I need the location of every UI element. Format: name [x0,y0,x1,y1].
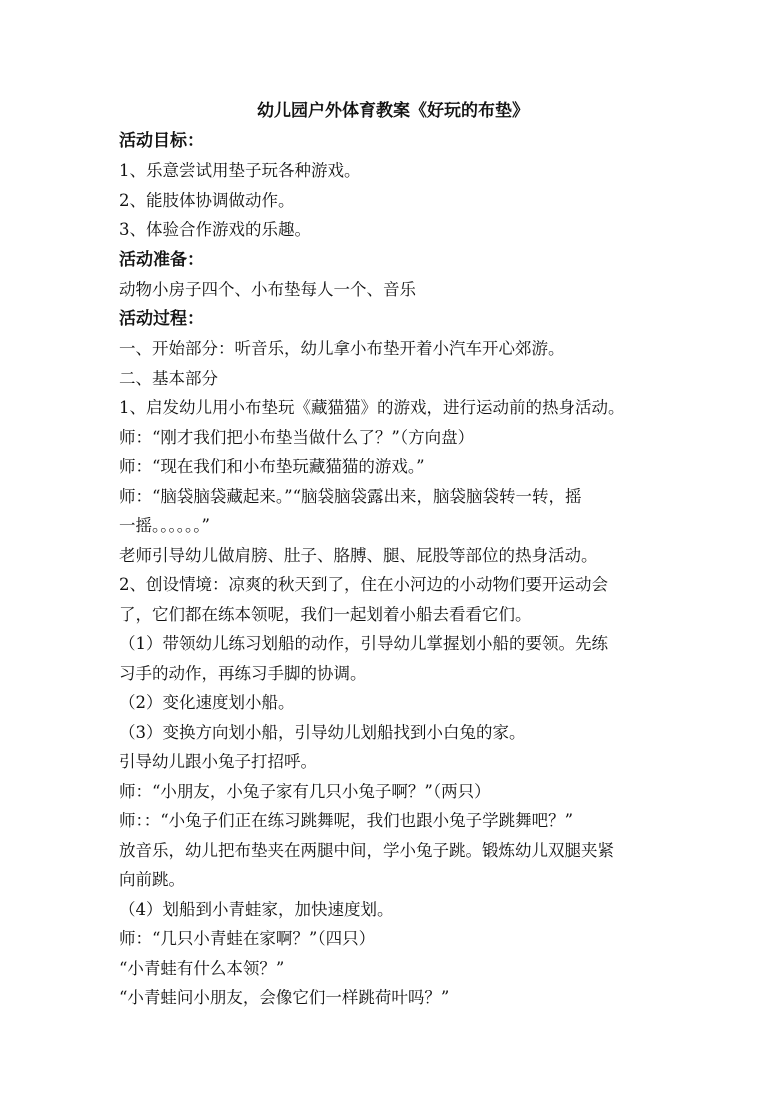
text-line: 了，它们都在练本领呢，我们一起划着小船去看看它们。 [119,604,532,624]
text-line: 一摇。。。。。。” [119,516,210,535]
paragraph [119,541,667,571]
paragraph [119,688,667,718]
text-line: “小青蛙问小朋友，会像它们一样跳荷叶吗？” [119,988,450,1007]
text-line: 1、启发幼儿用小布垫玩《藏猫猫》的游戏，进行运动前的热身活动。 [119,398,625,417]
paragraph [119,482,667,541]
text-line: （3）变换方向划小船，引导幼儿划船找到小白兔的家。 [119,722,526,742]
paragraph [119,924,667,954]
text-line: 习手的动作，再练习手脚的协调。 [119,663,367,683]
paragraph [119,718,667,748]
text-line: 师：“脑袋脑袋藏起来。”“脑袋脑袋露出来，脑袋脑袋转一转，摇 [119,486,582,506]
text-line: “小青蛙有什么本领？” [119,958,285,978]
paragraph [119,393,667,423]
paragraph [119,747,667,777]
paragraph [119,186,667,216]
paragraph [119,983,667,1013]
paragraph [119,452,667,482]
text-line: 师：：“小兔子们正在练习跳舞呢，我们也跟小兔子学跳舞吧？” [119,811,574,830]
paragraph [119,423,667,453]
text-line: 老师引导幼儿做肩膀、肚子、胳膊、腿、屁股等部位的热身活动。 [119,545,598,565]
paragraph [119,364,667,394]
paragraph [119,836,667,895]
paragraph [119,895,667,925]
section-heading: 活动目标： [119,131,204,151]
paragraph [119,777,667,807]
text-line: 师：“刚才我们把小布垫当做什么了？”（方向盘） [119,427,475,447]
text-line: 一、开始部分：听音乐，幼儿拿小布垫开着小汽车开心郊游。 [119,339,565,358]
paragraph [119,334,667,364]
paragraph [119,954,667,984]
text-line: 向前跳。 [119,870,185,889]
paragraph [119,806,667,836]
text-line: 放音乐，幼儿把布垫夹在两腿中间，学小兔子跳。锻炼幼儿双腿夹紧 [119,840,614,860]
text-line: 引导幼儿跟小兔子打招呼。 [119,752,317,771]
document-body [119,96,667,1013]
text-line: （1）带领幼儿练习划船的动作，引导幼儿掌握划小船的要领。先练 [119,634,608,653]
text-line: （2）变化速度划小船。 [119,693,295,712]
text-line: 2、创设情境：凉爽的秋天到了，住在小河边的小动物们要开运动会 [119,575,608,594]
text-line: 1、乐意尝试用垫子玩各种游戏。 [119,161,361,180]
text-line: 二、基本部分 [119,368,218,388]
paragraph [119,629,667,688]
text-line: 师：“小朋友，小兔子家有几只小兔子啊？”（两只） [119,781,491,801]
paragraph [119,215,667,245]
document-title: 幼儿园户外体育教案《好玩的布垫》 [257,101,529,121]
section-heading: 活动过程： [119,309,204,329]
text-line: 师：“现在我们和小布垫玩藏猫猫的游戏。” [119,457,425,476]
text-line: 动物小房子四个、小布垫每人一个、音乐 [119,279,416,299]
paragraph [119,275,667,305]
section-heading: 活动准备： [119,249,204,270]
text-line: 师：“几只小青蛙在家啊？”（四只） [119,929,376,948]
text-line: （4）划船到小青蛙家，加快速度划。 [119,899,394,919]
text-line: 3、体验合作游戏的乐趣。 [119,220,311,239]
text-line: 2、能肢体协调做动作。 [119,190,295,210]
paragraph [119,570,667,629]
paragraph [119,156,667,186]
